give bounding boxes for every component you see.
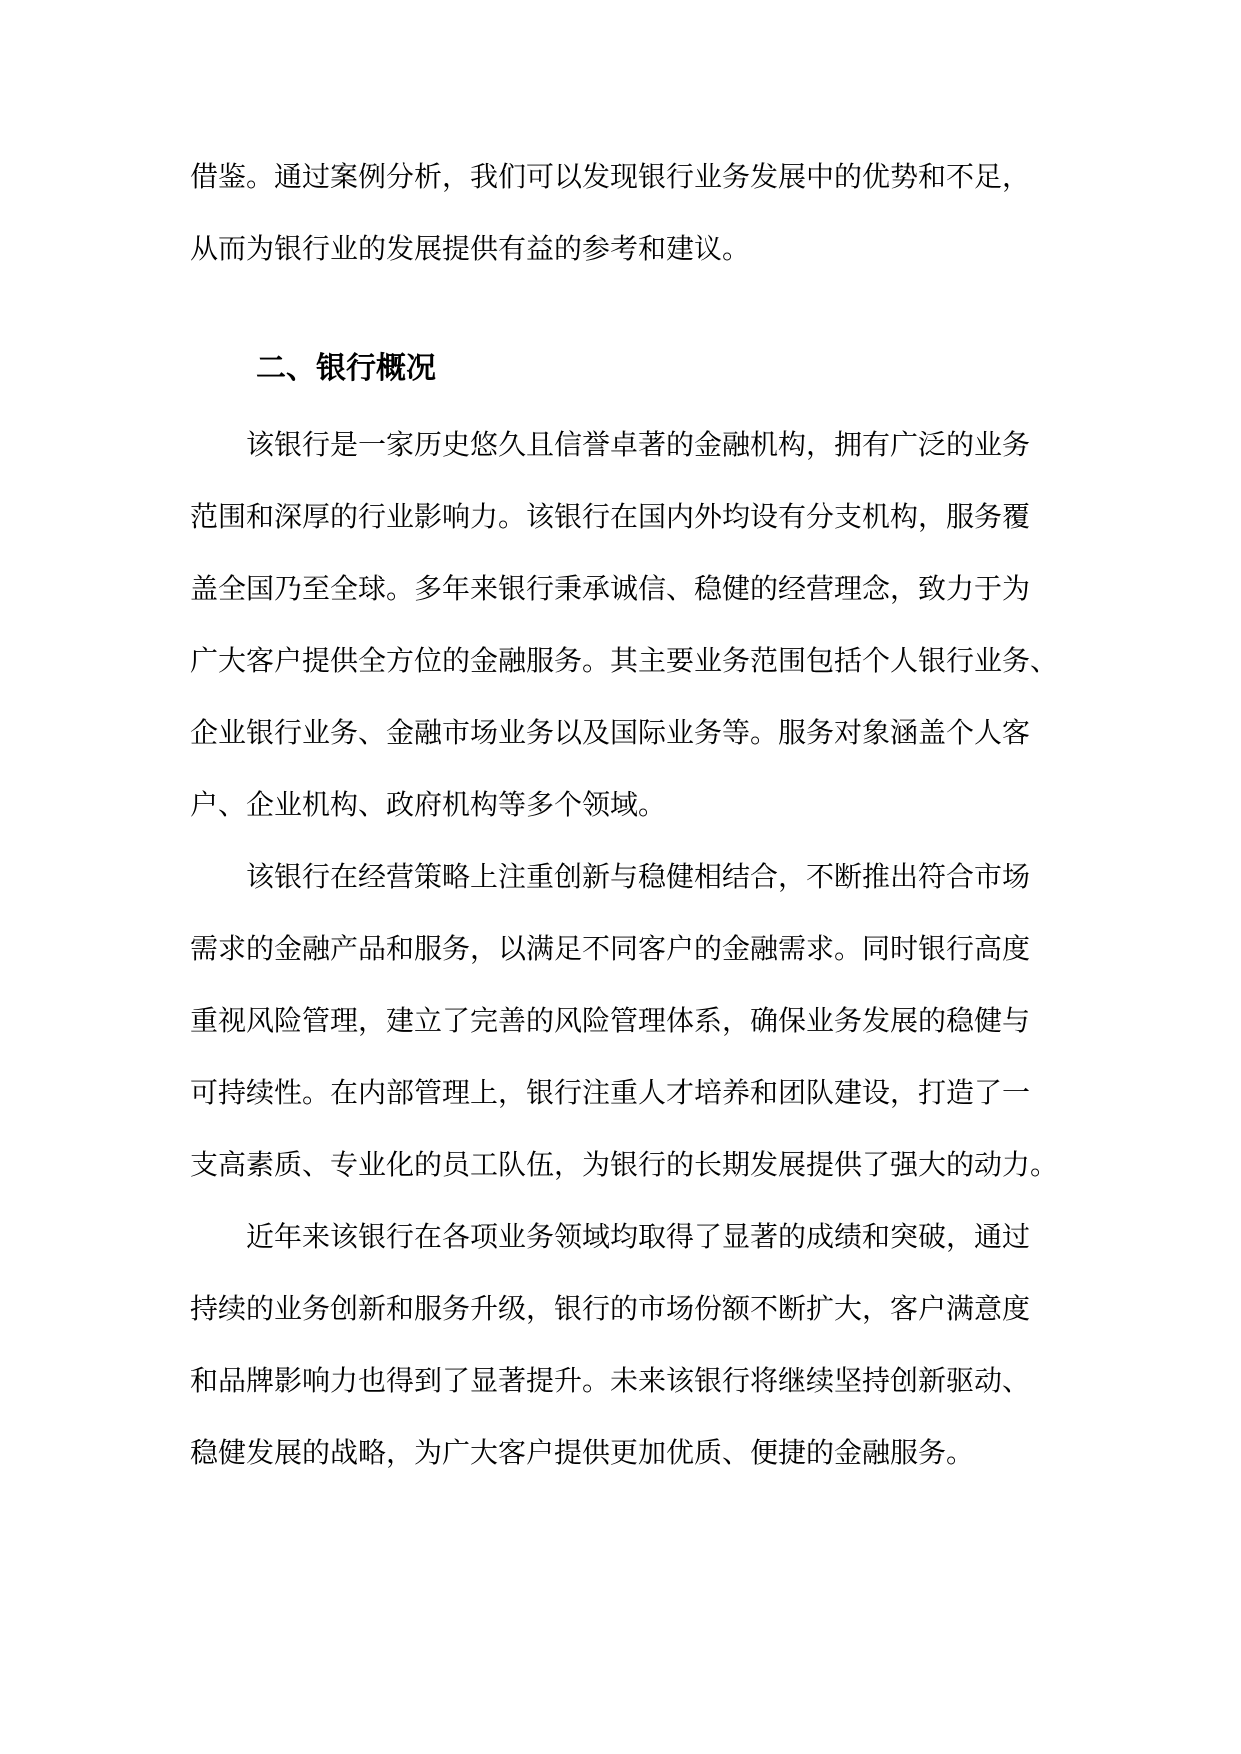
text-line: 借鉴。通过案例分析，我们可以发现银行业务发展中的优势和不足，	[190, 160, 1031, 193]
intro-paragraph	[190, 141, 1070, 285]
text-line: 该银行在经营策略上注重创新与稳健相结合，不断推出符合市场	[246, 860, 1031, 893]
text-line: 可持续性。在内部管理上，银行注重人才培养和团队建设，打造了一	[190, 1076, 1031, 1109]
paragraph-overview	[190, 409, 1070, 841]
text-line: 企业银行业务、金融市场业务以及国际业务等。服务对象涵盖个人客	[190, 716, 1031, 749]
text-line: 盖全国乃至全球。多年来银行秉承诚信、稳健的经营理念，致力于为	[190, 572, 1031, 605]
text-line: 从而为银行业的发展提供有益的参考和建议。	[190, 232, 751, 265]
text-line: 重视风险管理，建立了完善的风险管理体系，确保业务发展的稳健与	[190, 1004, 1031, 1037]
text-line: 近年来该银行在各项业务领域均取得了显著的成绩和突破，通过	[246, 1220, 1031, 1253]
text-line: 该银行是一家历史悠久且信誉卓著的金融机构，拥有广泛的业务	[246, 428, 1031, 461]
text-line: 范围和深厚的行业影响力。该银行在国内外均设有分支机构，服务覆	[190, 500, 1031, 533]
text-line: 需求的金融产品和服务，以满足不同客户的金融需求。同时银行高度	[190, 932, 1031, 965]
text-line: 户、企业机构、政府机构等多个领域。	[190, 788, 667, 821]
section-heading: 二、银行概况	[256, 351, 436, 386]
paragraph-achievements	[190, 1201, 1070, 1489]
text-line: 和品牌影响力也得到了显著提升。未来该银行将继续坚持创新驱动、	[190, 1364, 1031, 1397]
paragraph-strategy	[190, 841, 1070, 1201]
text-line: 支高素质、专业化的员工队伍，为银行的长期发展提供了强大的动力。	[190, 1148, 1059, 1181]
text-line: 广大客户提供全方位的金融服务。其主要业务范围包括个人银行业务、	[190, 644, 1059, 677]
text-line: 稳健发展的战略，为广大客户提供更加优质、便捷的金融服务。	[190, 1436, 975, 1469]
text-line: 持续的业务创新和服务升级，银行的市场份额不断扩大，客户满意度	[190, 1292, 1031, 1325]
document-body	[190, 141, 1070, 1489]
